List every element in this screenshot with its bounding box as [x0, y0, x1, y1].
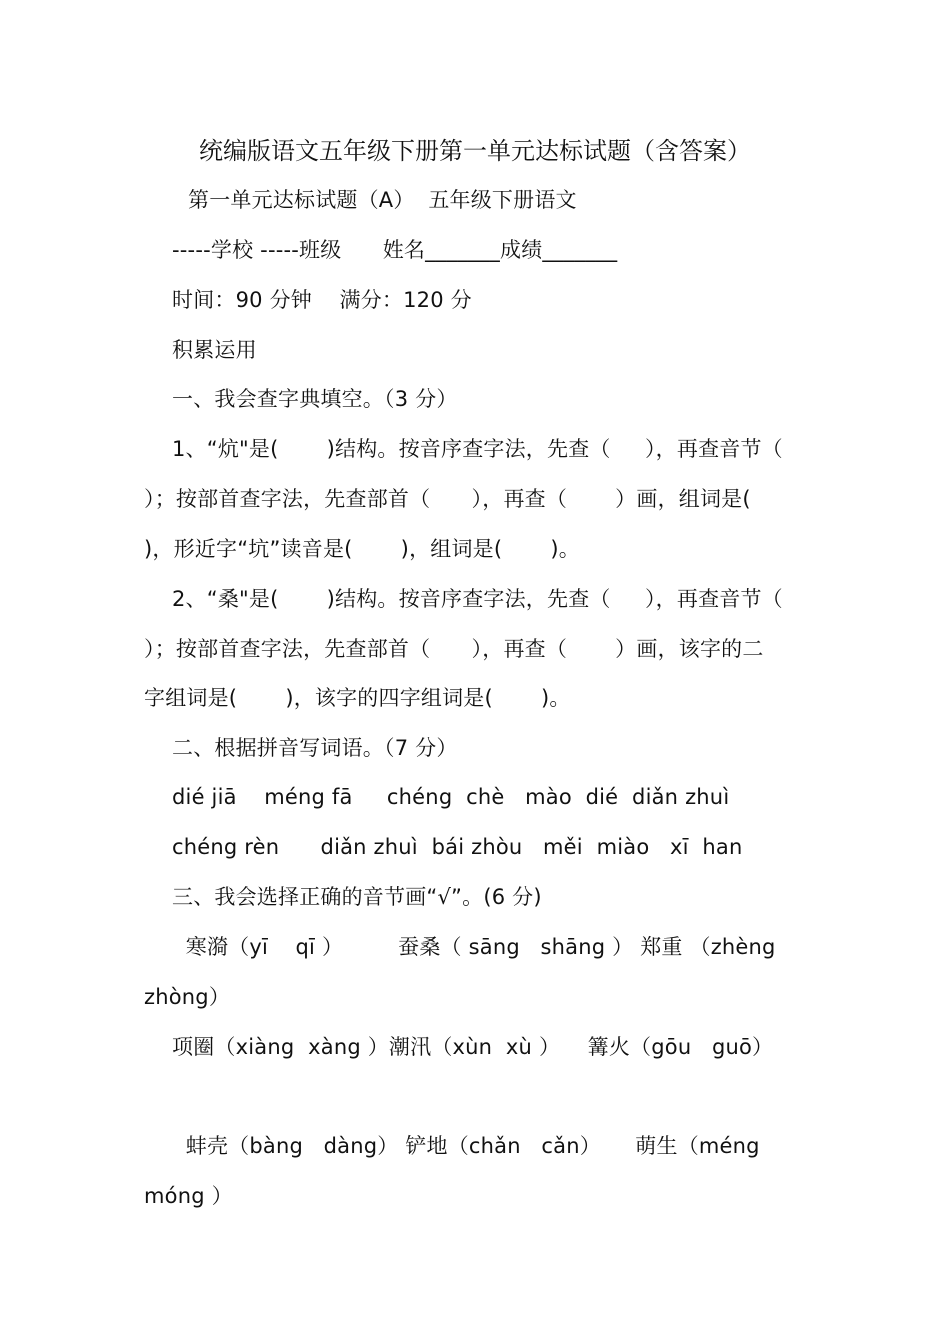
question-1-item-2-line-2: ）；按部首查字法，先查部首（ ），再查（ ）画，该字的二 [144, 637, 764, 661]
time-score-line: 时间：90 分钟 满分：120 分 [172, 288, 472, 312]
question-1-item-2-line-3: 字组词是( )，该字的四字组词是( )。 [144, 686, 571, 710]
student-info-line: -----学校 -----班级 姓名_______成绩_______ [172, 238, 618, 262]
question-3-row-1-line-2: zhòng） [144, 985, 231, 1009]
question-1-item-2-line-1: 2、“桑"是( )结构。按音序查字法，先查（ ），再查音节（ [172, 587, 783, 611]
section-header: 积累运用 [172, 338, 257, 362]
question-2-heading: 二、根据拼音写词语。（7 分） [172, 736, 458, 760]
question-3-heading: 三、我会选择正确的音节画“√”。(6 分) [172, 885, 542, 909]
pinyin-line-2: chéng rèn diǎn zhuì bái zhòu měi miào xī han [172, 835, 743, 859]
question-1-item-1-line-1: 1、“炕"是( )结构。按音序查字法，先查（ ），再查音节（ [172, 437, 783, 461]
question-3-row-3-line-2: móng ） [144, 1184, 233, 1208]
document-title: 统编版语文五年级下册第一单元达标试题（含答案） [199, 137, 751, 165]
question-3-row-2: 项圈（xiàng xàng ）潮汛（xùn xù ） 篝火（gōu guō） [172, 1035, 774, 1059]
question-3-row-3-line-1: 蚌壳（bàng dàng） 铲地（chǎn cǎn） 萌生（méng [172, 1134, 760, 1158]
pinyin-line-1: dié jiā méng fā chéng chè mào dié diǎn zhuì [172, 785, 730, 809]
document-subtitle: 第一单元达标试题（A） 五年级下册语文 [188, 188, 577, 212]
question-3-row-1-line-1: 寒漪（yī qī ） 蚕桑（ sāng shāng ） 郑重 （zhèng [172, 935, 776, 959]
question-1-item-1-line-2: ）；按部首查字法，先查部首（ ），再查（ ）画，组词是( [144, 487, 751, 511]
question-1-heading: 一、我会查字典填空。（3 分） [172, 387, 458, 411]
question-1-item-1-line-3: )，形近字“坑”读音是( )，组词是( )。 [144, 537, 580, 561]
